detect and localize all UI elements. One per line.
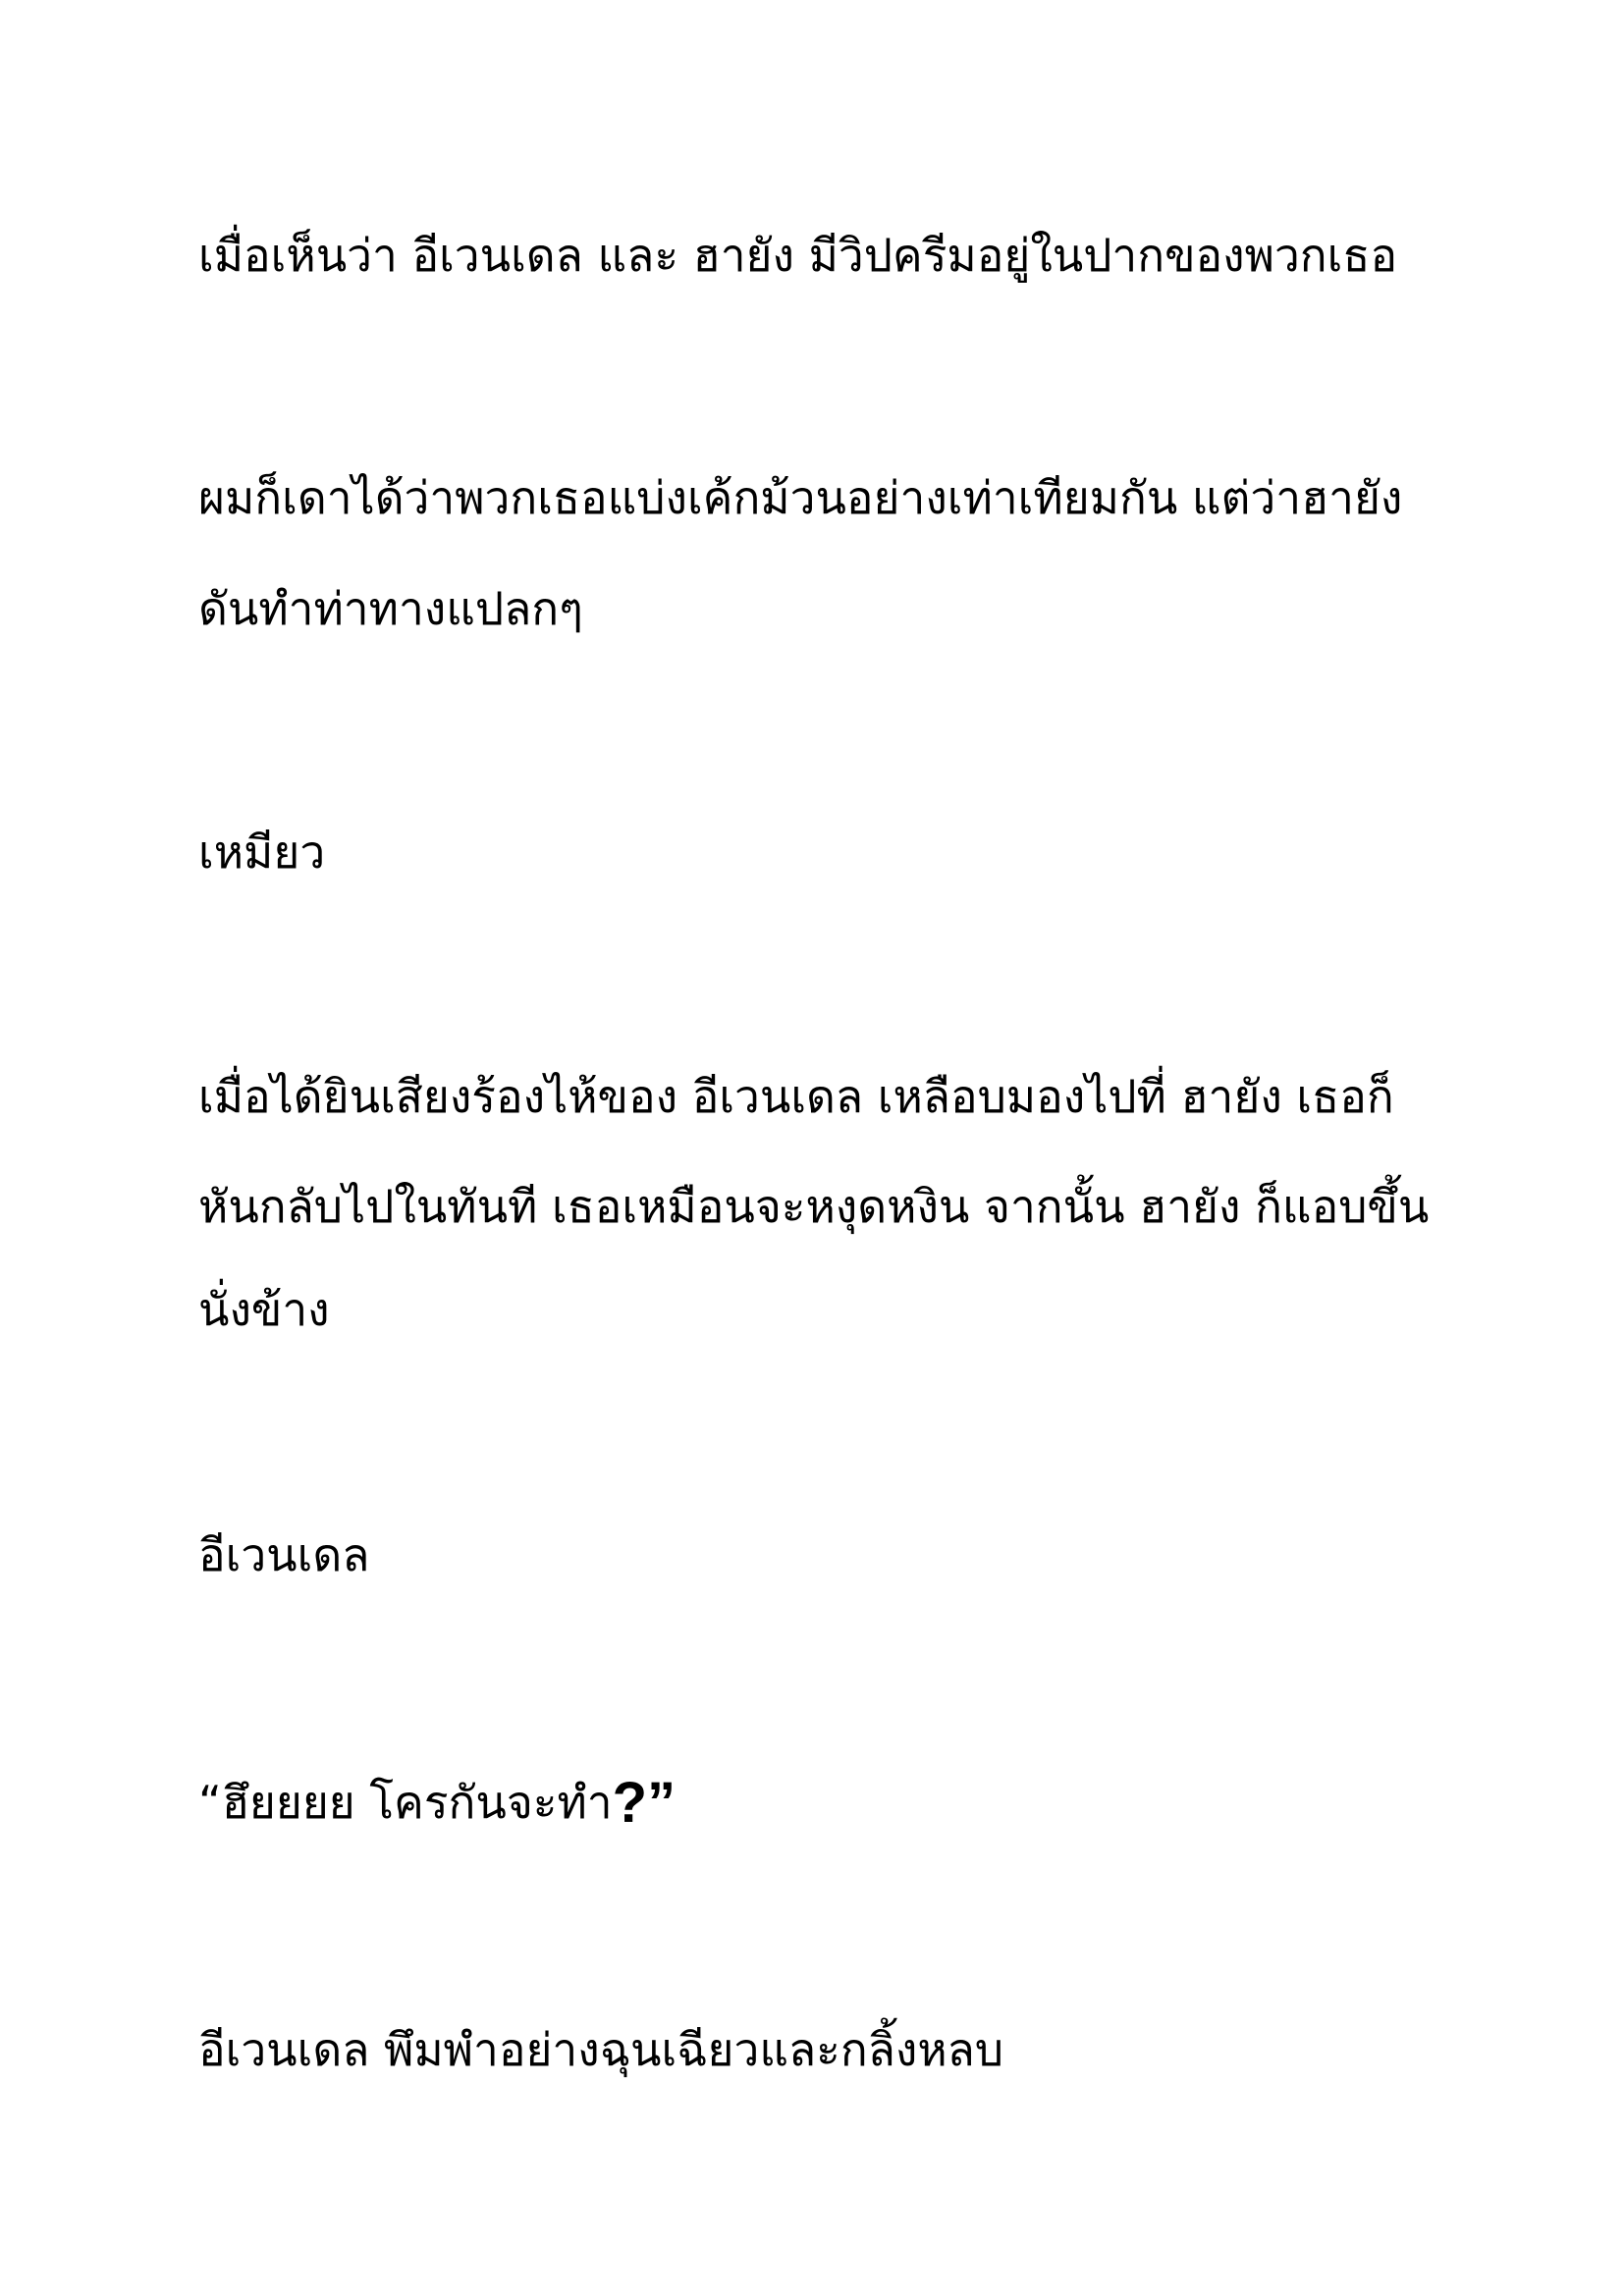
paragraph-5-line-1: อีเวนเดล [198, 1528, 370, 1581]
paragraph-4-line-3: นั่งข้าง [198, 1283, 330, 1336]
dialogue-ending-mark: ?” [612, 1771, 677, 1835]
paragraph-2-line-2: ดันทำท่าทางแปลกๆ [198, 582, 583, 635]
paragraph-2-line-1: ผมก็เดาได้ว่าพวกเธอแบ่งเค้กม้วนอย่างเท่าเทียมกัน แต่ว่าฮายัง [198, 471, 1403, 524]
paragraph-6-line-1 [198, 1771, 677, 1835]
paragraph-4-line-2: หันกลับไปในทันที เธอเหมือนจะหงุดหงิน จากนั้น ฮายัง ก็แอบขึ้น [198, 1180, 1430, 1233]
paragraph-7-line-1: อีเวนเดล พึมพำอย่างฉุนเฉียวและกลิ้งหลบ [198, 2023, 1004, 2076]
paragraph-3-line-1: เหมียว [198, 826, 326, 879]
paragraph-4-line-1: เมื่อได้ยินเสียงร้องไห้ของ อีเวนเดล เหลือบมองไปที่ ฮายัง เธอก็ [198, 1070, 1394, 1123]
dialogue-text: “ฮึยยยย โครกันจะทำ [198, 1776, 613, 1829]
paragraph-1-line-1: เมื่อเห็นว่า อีเวนเดล และ ฮายัง มีวิปครีมอยู่ในปากของพวกเธอ [198, 229, 1398, 282]
